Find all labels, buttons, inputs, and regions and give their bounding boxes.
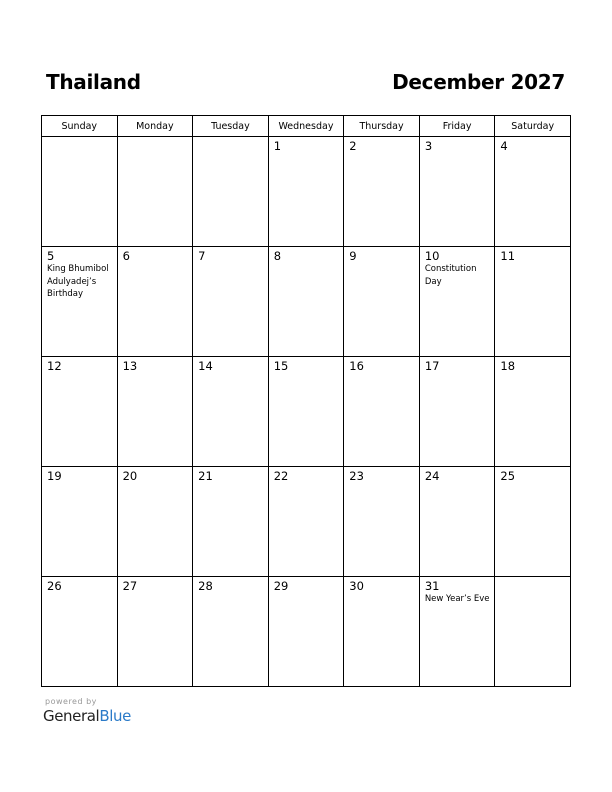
day-number: 18 xyxy=(500,359,516,373)
day-number: 30 xyxy=(349,579,364,593)
month-title: December 2027 xyxy=(392,70,565,94)
day-cell xyxy=(193,577,269,687)
day-cell xyxy=(117,467,193,577)
day-number: 25 xyxy=(500,469,516,483)
day-number: 24 xyxy=(424,469,440,483)
day-cell xyxy=(42,137,118,247)
day-cell xyxy=(193,467,269,577)
day-cell xyxy=(495,357,571,467)
week-row xyxy=(42,137,571,247)
day-cell xyxy=(495,247,571,357)
day-cell xyxy=(344,137,420,247)
day-cell xyxy=(268,467,344,577)
day-cell xyxy=(268,247,344,357)
day-number: 8 xyxy=(273,249,282,263)
day-cell xyxy=(268,577,344,687)
day-cell xyxy=(42,357,118,467)
day-cell xyxy=(344,357,420,467)
brand-general: General xyxy=(43,707,100,725)
day-cell xyxy=(117,137,193,247)
week-row xyxy=(42,247,571,357)
day-cell xyxy=(344,577,420,687)
day-cell xyxy=(193,247,269,357)
day-cell xyxy=(42,577,118,687)
day-number: 19 xyxy=(47,469,62,483)
country-title: Thailand xyxy=(46,70,141,94)
day-cell xyxy=(42,247,118,357)
weekday-header: Monday xyxy=(117,116,193,137)
day-number: 12 xyxy=(47,359,62,373)
day-number: 10 xyxy=(424,249,440,263)
weekday-header: Friday xyxy=(419,116,495,137)
day-number: 17 xyxy=(424,359,440,373)
day-number: 22 xyxy=(273,469,289,483)
day-cell xyxy=(419,467,495,577)
day-cell xyxy=(344,247,420,357)
day-cell xyxy=(419,137,495,247)
day-number: 16 xyxy=(349,359,364,373)
week-row xyxy=(42,577,571,687)
day-cell xyxy=(495,137,571,247)
brand-blue: Blue xyxy=(99,707,131,725)
holiday-label: Constitution Day xyxy=(424,264,477,287)
day-cell xyxy=(419,357,495,467)
day-number: 23 xyxy=(349,469,364,483)
day-number: 21 xyxy=(198,469,213,483)
calendar-body xyxy=(42,137,571,687)
holiday-label: King Bhumibol Adulyadej’s Birthday xyxy=(47,264,109,299)
week-row xyxy=(42,467,571,577)
footer-logo xyxy=(43,697,131,725)
powered-by-text: powered by xyxy=(45,697,97,706)
day-number: 15 xyxy=(273,359,289,373)
day-cell xyxy=(42,467,118,577)
calendar-grid xyxy=(41,115,571,687)
holiday-label: New Year’s Eve xyxy=(424,594,490,604)
day-number: 1 xyxy=(273,139,282,153)
day-number: 29 xyxy=(273,579,289,593)
day-cell xyxy=(268,357,344,467)
day-number: 6 xyxy=(122,249,130,263)
day-number: 5 xyxy=(47,249,55,263)
day-cell xyxy=(193,357,269,467)
day-number: 4 xyxy=(500,139,508,153)
day-cell xyxy=(268,137,344,247)
day-cell xyxy=(117,247,193,357)
day-number: 14 xyxy=(198,359,213,373)
day-cell xyxy=(117,577,193,687)
weekday-header-row xyxy=(42,116,571,137)
generalblue-logo xyxy=(43,707,131,725)
day-number: 20 xyxy=(122,469,138,483)
weekday-header: Sunday xyxy=(42,116,118,137)
day-number: 26 xyxy=(47,579,62,593)
day-number: 2 xyxy=(349,139,357,153)
day-number: 31 xyxy=(424,579,440,593)
day-cell xyxy=(495,467,571,577)
weekday-header: Tuesday xyxy=(193,116,269,137)
day-number: 11 xyxy=(500,249,516,263)
week-row xyxy=(42,357,571,467)
day-number: 3 xyxy=(424,139,433,153)
day-cell xyxy=(117,357,193,467)
weekday-header: Saturday xyxy=(495,116,571,137)
weekday-header: Thursday xyxy=(344,116,420,137)
weekday-header: Wednesday xyxy=(268,116,344,137)
day-number: 9 xyxy=(349,249,357,263)
day-cell xyxy=(419,577,495,687)
day-number: 7 xyxy=(198,249,206,263)
day-number: 27 xyxy=(122,579,138,593)
day-cell xyxy=(344,467,420,577)
day-number: 28 xyxy=(198,579,213,593)
day-cell xyxy=(495,577,571,687)
day-number: 13 xyxy=(122,359,138,373)
day-cell xyxy=(193,137,269,247)
day-cell xyxy=(419,247,495,357)
